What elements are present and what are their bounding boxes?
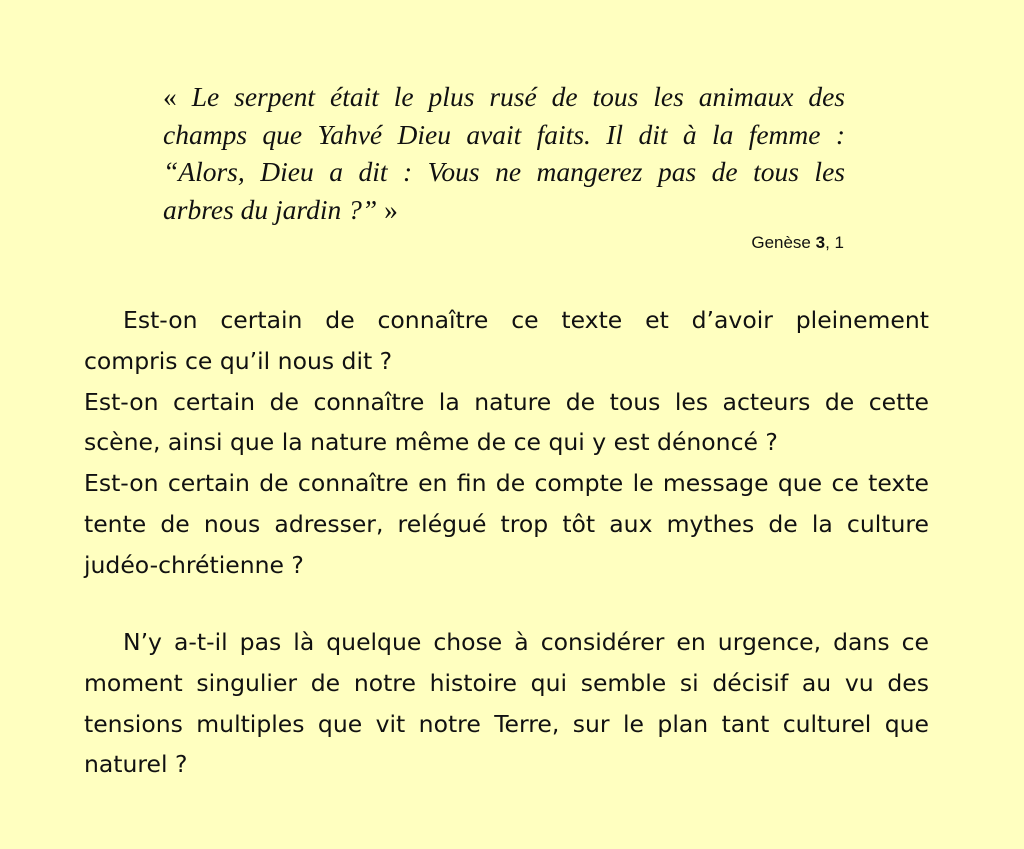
paragraph-line: Est-on certain de connaître la nature de tous les acteurs de cette <box>84 387 929 416</box>
quote-line: champs que Yahvé Dieu avait faits. Il dit à la femme : <box>163 118 845 150</box>
reference-chapter: 3 <box>815 233 826 252</box>
paragraph-urgency <box>84 622 929 785</box>
paragraph-line: scène, ainsi que la nature même de ce qui y est dénoncé ? <box>84 428 778 457</box>
quote-line: “Alors, Dieu a dit : Vous ne mangerez pas de tous les <box>163 156 845 187</box>
paragraph-line: tensions multiples que vit notre Terre, sur le plan tant culturel que <box>84 709 929 738</box>
paragraph-line: N’y a-t-il pas là quelque chose à considérer en urgence, dans ce <box>123 628 929 656</box>
paragraph-line: naturel ? <box>84 750 188 779</box>
reference-book: Genèse <box>751 233 811 252</box>
closing-guillemet: » <box>384 193 398 225</box>
quote-text: Le serpent était le plus rusé de tous les animaux des <box>191 81 846 112</box>
paragraph-line: Est-on certain de connaître en fin de compte le message que ce texte <box>84 469 929 498</box>
bible-quote <box>163 78 845 228</box>
reference-verse: , 1 <box>825 233 844 252</box>
paragraph-line: compris ce qu’il nous dit ? <box>84 346 393 375</box>
paragraph-questions <box>84 300 929 586</box>
scripture-reference <box>640 233 844 253</box>
paragraph-line: tente de nous adresser, relégué trop tôt aux mythes de la culture <box>84 509 929 538</box>
paragraph-line: Est-on certain de connaître ce texte et d’avoir pleinement <box>123 306 929 334</box>
quote-line <box>163 78 845 116</box>
opening-guillemet: « <box>163 81 177 112</box>
paragraph-line: moment singulier de notre histoire qui semble si décisif au vu des <box>84 668 929 697</box>
paragraph-line: judéo-chrétienne ? <box>84 550 304 579</box>
quote-line <box>163 191 845 229</box>
quote-text: arbres du jardin ?” <box>163 193 378 225</box>
